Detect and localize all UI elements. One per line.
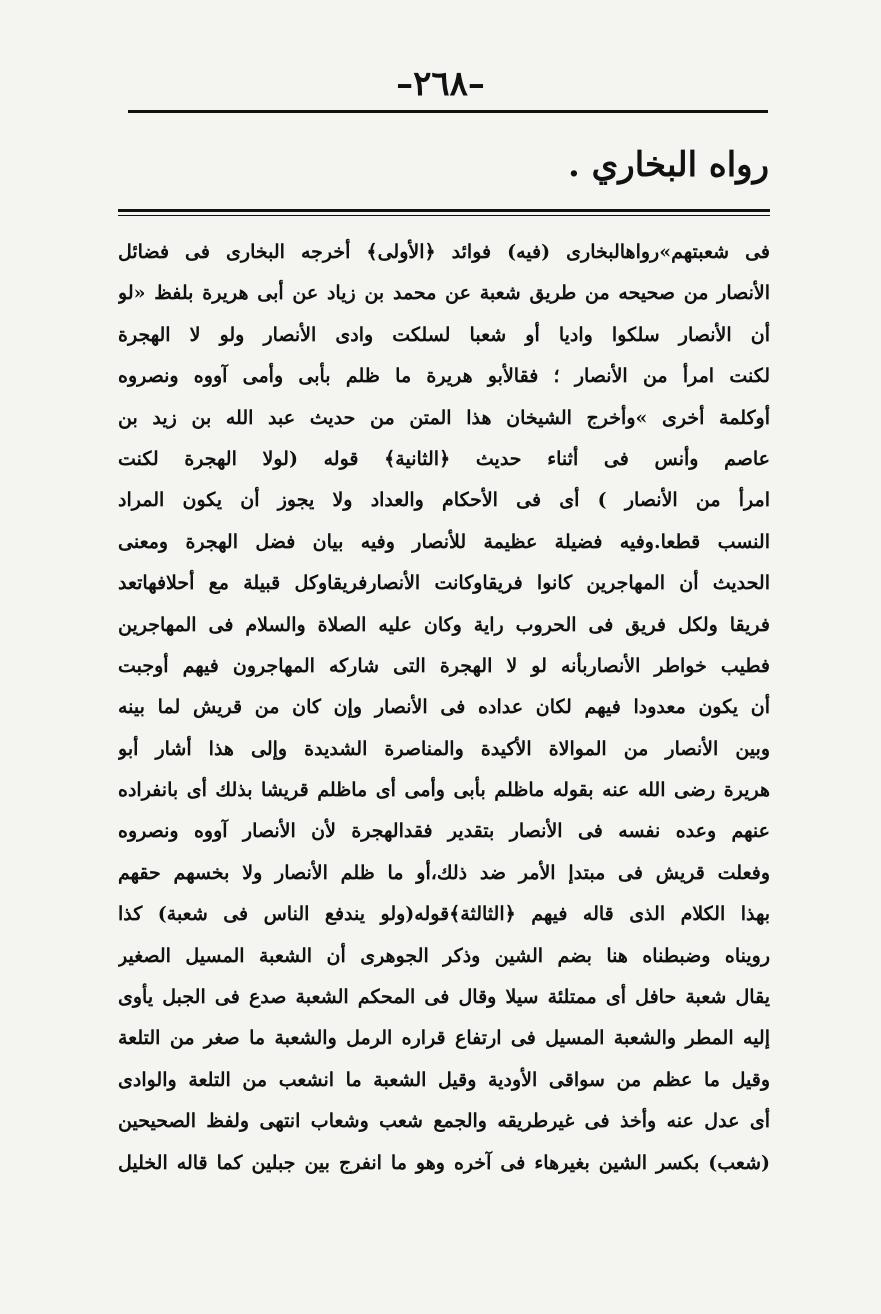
- main-text: رواه البخاري .: [567, 145, 769, 185]
- commentary-line: الحديث أن المهاجرين كانوا فريقاوكانت الأنصارفريقاوكل قبيلة مع أحلافهاتعد: [118, 572, 770, 595]
- commentary-line: فى شعبتهم»رواهالبخارى (فيه) فوائد ﴿الأولى﴾ أخرجه البخارى فى فضائل: [118, 241, 770, 263]
- commentary-line: امرأ من الأنصار ) أى فى الأحكام والعداد ولا يجوز أن يكون المراد: [118, 489, 770, 512]
- commentary-line: أن يكون معدودا فيهم لكان عداده فى الأنصار وإن كان من قريش لما بينه: [118, 696, 770, 719]
- commentary-line: رويناه وضبطناه هنا بضم الشين وذكر الجوهرى أن الشعبة المسيل الصغير: [118, 944, 770, 967]
- commentary-line: وفعلت قريش فى مبتدإ الأمر ضد ذلك،أو ما ظلم الأنصار ولا بخسهم حقهم: [118, 861, 770, 884]
- commentary-line: فريقا ولكل فريق فى الحروب راية وكان عليه الصلاة والسلام فى المهاجرين: [118, 613, 770, 636]
- header-rule: [128, 110, 768, 113]
- commentary: [118, 232, 770, 1184]
- commentary-line: فطيب خواطر الأنصاربأنه لو لا الهجرة التى شاركه المهاجرون فيهم أوجبت: [118, 654, 770, 677]
- section-divider-thin: [118, 215, 770, 216]
- commentary-line: وقيل ما عظم من سواقى الأودية وقيل الشعبة ما انشعب من التلعة والوادى: [118, 1068, 770, 1091]
- commentary-line: بهذا الكلام الذى قاله فيهم ﴿الثالثة﴾قوله(ولو يندفع الناس فى شعبة) كذا: [118, 903, 770, 926]
- commentary-line: أى عدل عنه وأخذ فى غيرطريقه والجمع شعب وشعاب انتهى ولفظ الصحيحين: [118, 1110, 770, 1133]
- commentary-line: وبين الأنصار من الموالاة الأكيدة والمناصرة الشديدة وإلى هذا أشار أبو: [118, 737, 770, 760]
- commentary-line: لكنت امرأ من الأنصار ؛ فقالأبو هريرة ما ظلم بأبى وأمى آووه ونصروه: [118, 365, 770, 388]
- commentary-line: إليه المطر والشعبة المسيل فى ارتفاع قراره الرمل والشعبة ما صغر من التلعة: [118, 1027, 770, 1050]
- commentary-line: هريرة رضى الله عنه بقوله ماظلم بأبى وأمى أى ماظلم قريشا بذلك أى بانفراده: [118, 779, 770, 802]
- commentary-line: (شعب) بكسر الشين بغيرهاء فى آخره وهو ما انفرج بين جبلين كما قاله الخليل: [118, 1151, 770, 1174]
- commentary-line: النسب قطعا.وفيه فضيلة عظيمة للأنصار وفيه بيان فضل الهجرة ومعنى: [118, 530, 770, 553]
- commentary-line: أن الأنصار سلكوا واديا أو شعبا لسلكت وادى الأنصار ولو لا الهجرة: [118, 323, 770, 346]
- commentary-line: أوكلمة أخرى »وأخرج الشيخان هذا المتن من حديث عبد الله بن زيد بن: [118, 406, 770, 429]
- commentary-line: عاصم وأنس فى أثناء حديث ﴿الثانية﴾ قوله (لولا الهجرة لكنت: [118, 447, 770, 470]
- commentary-line: الأنصار من صحيحه من طريق شعبة عن محمد بن زياد عن أبى هريرة بلفظ «لو: [118, 282, 770, 305]
- section-divider: [118, 209, 770, 212]
- page-number: –٢٦٨–: [396, 64, 485, 104]
- commentary-line: يقال شعبة حافل أى ممتلئة سيلا وقال فى المحكم الشعبة صدع فى الجبل يأوى: [118, 986, 770, 1009]
- commentary-line: عنهم وعده نفسه فى الأنصار بتقدير فقدالهجرة لأن الأنصار آووه ونصروه: [118, 820, 770, 843]
